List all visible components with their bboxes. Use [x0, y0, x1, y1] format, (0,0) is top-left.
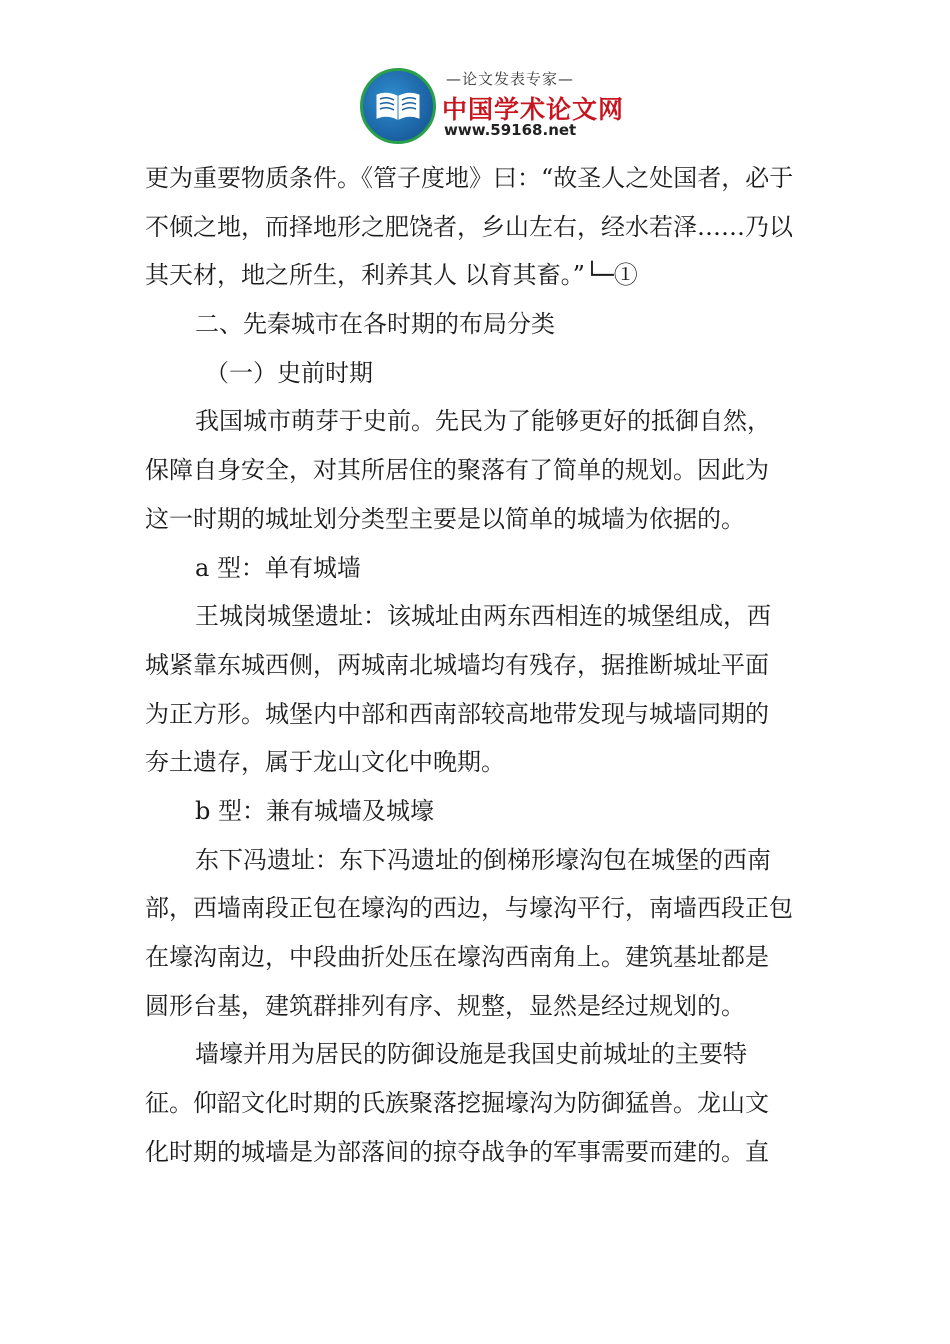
paragraph-line: 王城岗城堡遗址：该城址由两东西相连的城堡组成，西	[195, 602, 771, 631]
paragraph-line: 城紧靠东城西侧，两城南北城墙均有残存，据推断城址平面	[145, 650, 769, 679]
paragraph-line: 这一时期的城址划分类型主要是以简单的城墙为依据的。	[145, 504, 745, 533]
document-body	[145, 154, 813, 1176]
paragraph-line: 圆形台基，建筑群排列有序、规整，显然是经过规划的。	[145, 991, 745, 1020]
paragraph-line: 在壕沟南边，中段曲折处压在壕沟西南角上。建筑基址都是	[145, 943, 769, 971]
paragraph-line: 不倾之地，而择地形之肥饶者，乡山左右，经水若泽……乃以	[145, 212, 793, 241]
paragraph-line: 征。仰韶文化时期的氏族聚落挖掘壕沟为防御猛兽。龙山文	[145, 1089, 769, 1118]
paragraph-line: 部，西墙南段正包在壕沟的西边，与壕沟平行，南墙西段正包	[145, 894, 793, 923]
paragraph-line: 其天材，地之所生，利养其人 以育其畜。”└─①	[145, 261, 638, 290]
paragraph-line: 为正方形。城堡内中部和西南部较高地带发现与城墙同期的	[145, 699, 769, 728]
paragraph-line: 更为重要物质条件。《管子度地》曰：“故圣人之处国者，必于	[145, 164, 794, 192]
paragraph-line: 保障自身安全，对其所居住的聚落有了简单的规划。因此为	[145, 456, 769, 485]
site-logo	[360, 68, 625, 146]
logo-url: www.59168.net	[444, 121, 577, 139]
type-heading: a 型：单有城墙	[195, 553, 361, 582]
subsection-heading: （一）史前时期	[205, 358, 373, 387]
paragraph-line: 夯土遗存，属于龙山文化中晚期。	[145, 748, 505, 777]
paragraph-line: 东下冯遗址：东下冯遗址的倒梯形壕沟包在城堡的西南	[195, 845, 771, 874]
paragraph-line: 我国城市萌芽于史前。先民为了能够更好的抵御自然，	[195, 407, 771, 436]
paragraph-line: 化时期的城墙是为部落间的掠夺战争的军事需要而建的。直	[145, 1137, 769, 1166]
paragraph-line: 墙壕并用为居民的防御设施是我国史前城址的主要特	[195, 1040, 747, 1069]
type-heading: b 型：兼有城墙及城壕	[195, 796, 434, 825]
section-heading: 二、先秦城市在各时期的布局分类	[195, 310, 555, 339]
logo-site-name: 中国学术论文网	[442, 95, 625, 124]
logo-tagline: —论文发表专家—	[446, 70, 575, 88]
book-logo-icon	[360, 68, 436, 144]
